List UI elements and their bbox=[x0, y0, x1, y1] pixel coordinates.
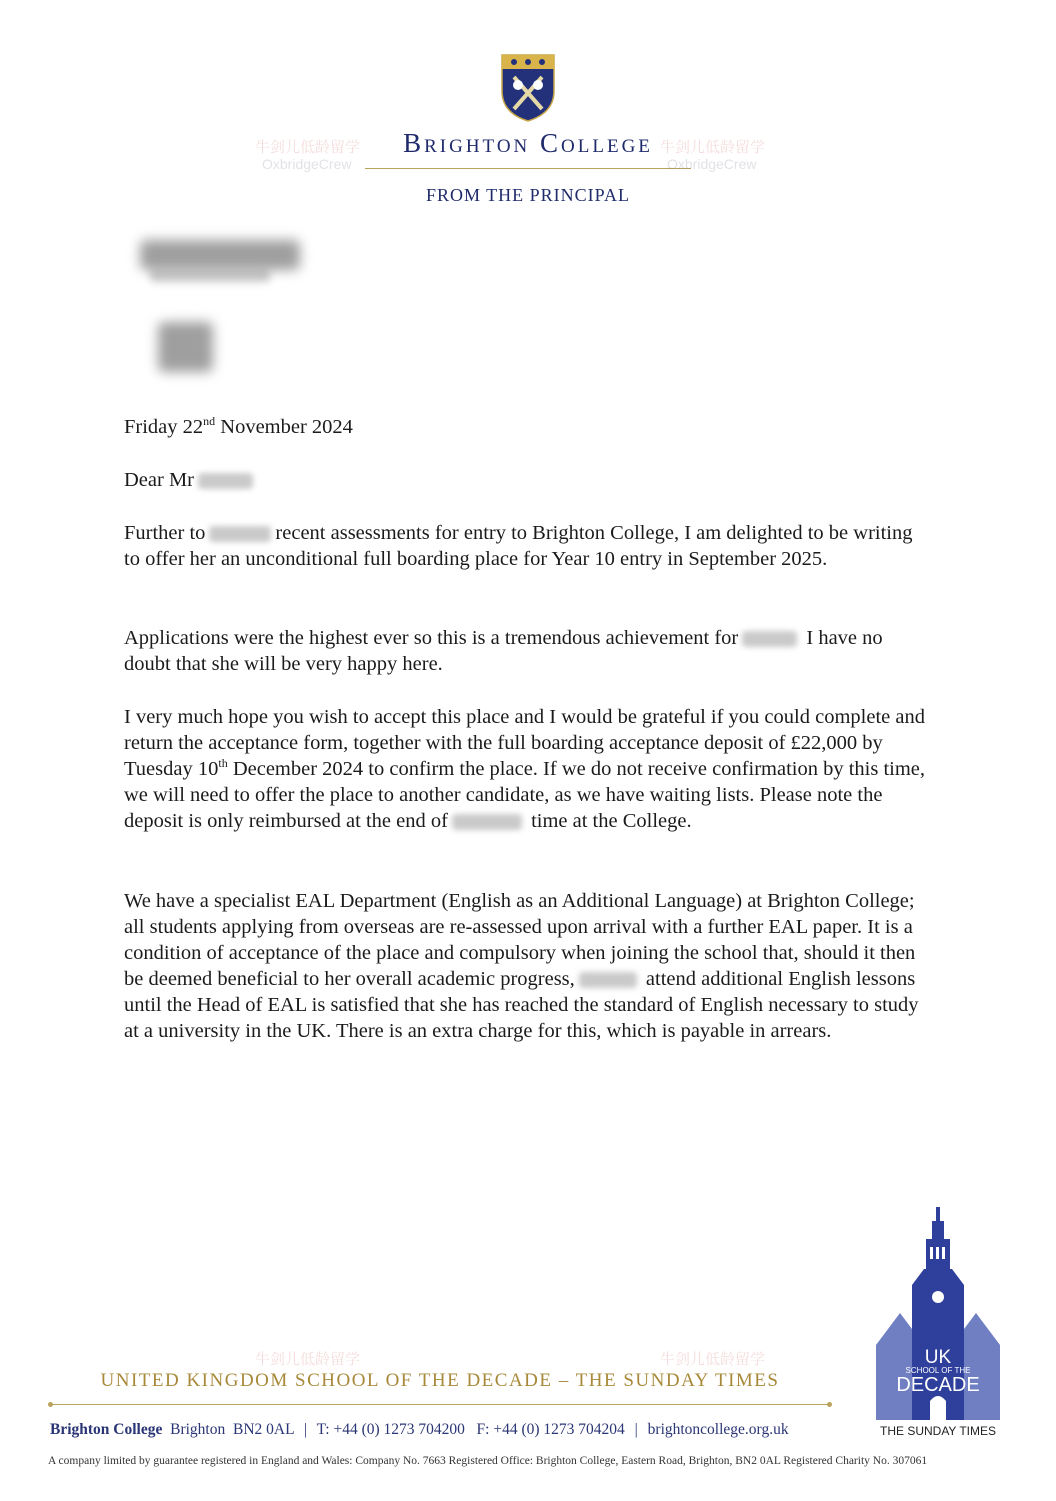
watermark-cn: 牛剑儿低龄留学 bbox=[660, 1350, 766, 1368]
letter-subtitle: FROM THE PRINCIPAL bbox=[425, 185, 631, 205]
redacted-address-block bbox=[158, 322, 213, 372]
watermark-cn: 牛剑儿低龄留学 bbox=[255, 1350, 361, 1368]
letter-paragraph-1: Further to recent assessments for entry to Brighton College, I am delighted to be writing to offer her an unconditional full boarding place for Year 10 entry in September 2025. bbox=[124, 522, 913, 570]
letter-paragraph-4: We have a specialist EAL Department (English as an Additional Language) at Brighton College; all students applying from overseas are re-assessed upon arrival with a further EAL paper. It is a condition of acceptance of the place and compulsory when joining the school that, should it then be deemed beneficial to her overall academic progress, attend additional English lessons until the Head of EAL is satisfied that she has reached the standard of English necessary to study at a university in the UK. There is an extra charge for this, which is payable in arrears. bbox=[124, 890, 919, 1042]
school-of-the-decade-award-logo bbox=[872, 1205, 1004, 1420]
redacted-student-name bbox=[579, 972, 637, 988]
redacted-address-line bbox=[150, 268, 270, 282]
contact-fax: F: +44 (0) 1273 704204 bbox=[476, 1421, 625, 1438]
redacted-student-name bbox=[742, 631, 797, 647]
award-line-2: SCHOOL OF THE bbox=[905, 1366, 971, 1375]
watermark-cn: 牛剑儿低龄留学 bbox=[255, 138, 361, 156]
header-divider bbox=[365, 168, 691, 169]
college-name: Brighton College bbox=[403, 128, 653, 158]
footer-divider bbox=[50, 1404, 830, 1405]
separator: | bbox=[303, 1421, 307, 1438]
letter-date: Friday 22nd November 2024 bbox=[124, 414, 353, 438]
letter-paragraph-3: I very much hope you wish to accept this place and I would be grateful if you could complete and return the acceptance form, together with the full boarding acceptance deposit of £22,000 by Tuesday 10th December 2024 to confirm the place. If we do not receive confirmation by this time, we will need to offer the place to another candidate, as we have waiting lists. Please note the deposit is only reimbursed at the end of time at the College. bbox=[124, 706, 926, 832]
footer-tagline: UNITED KINGDOM SCHOOL OF THE DECADE – THE SUNDAY TIMES bbox=[100, 1370, 780, 1391]
watermark-en: OxbridgeCrew bbox=[667, 156, 757, 172]
contact-name: Brighton College bbox=[50, 1421, 163, 1438]
letter-salutation: Dear Mr bbox=[124, 467, 929, 493]
letter-paragraph-2: Applications were the highest ever so this is a tremendous achievement for I have no doubt that she will be very happy here. bbox=[124, 627, 883, 675]
watermark-cn: 牛剑儿低龄留学 bbox=[660, 138, 766, 156]
redacted-student-name bbox=[209, 526, 271, 542]
redacted-student-name bbox=[452, 814, 522, 830]
award-line-3: DECADE bbox=[896, 1374, 980, 1396]
award-line-1: UK bbox=[924, 1347, 952, 1368]
contact-website: brightoncollege.org.uk bbox=[647, 1421, 789, 1438]
separator: | bbox=[634, 1421, 638, 1438]
contact-telephone: T: +44 (0) 1273 704200 bbox=[316, 1421, 465, 1438]
college-crest-logo bbox=[500, 53, 556, 123]
footer-contact-line bbox=[50, 1421, 850, 1439]
redacted-surname bbox=[198, 473, 253, 489]
watermark-en: OxbridgeCrew bbox=[262, 156, 352, 172]
contact-postcode: BN2 0AL bbox=[233, 1421, 294, 1438]
redacted-address-name bbox=[140, 240, 300, 270]
contact-town: Brighton bbox=[170, 1421, 226, 1438]
footer-legal-text: A company limited by guarantee registered in England and Wales: Company No. 7663 Registered Office: Brighton College, Eastern Road, Brighton, BN2 0AL Registered Charity No. 307061 bbox=[48, 1455, 928, 1467]
award-caption: THE SUNDAY TIMES bbox=[879, 1424, 997, 1438]
